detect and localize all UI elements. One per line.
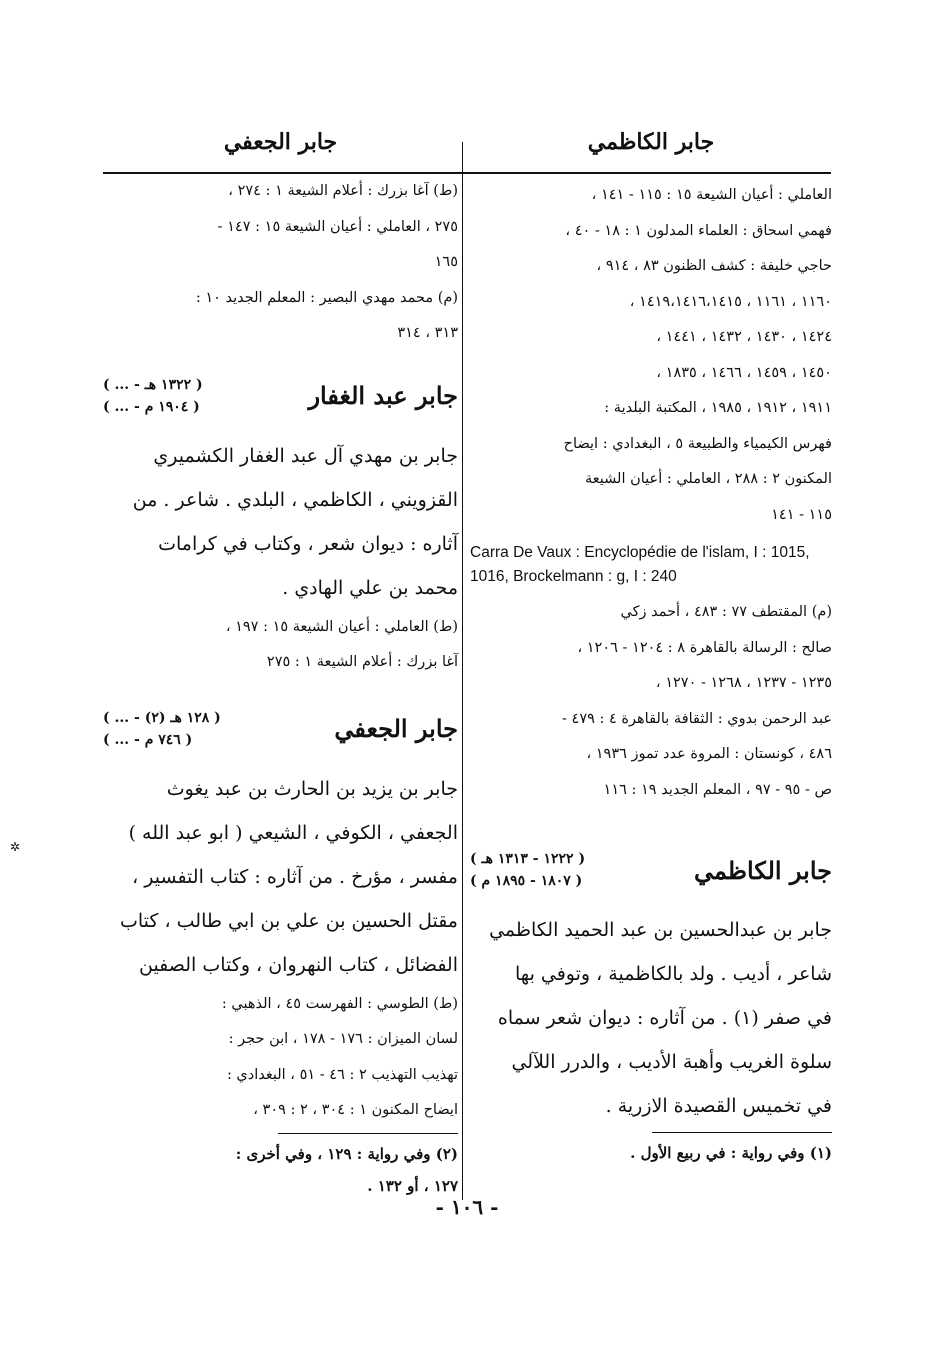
footnote: ١٢٧ ، أو ١٣٢ . (367, 1176, 458, 1195)
date-hijri: ( ... - ١٢٨ هـ (٢) ) (103, 709, 221, 726)
ref-line: صالح : الرسالة بالقاهرة ٨ : ١٢٠٤ - ١٢٠٦ ، (577, 639, 832, 656)
footnote: (١) وفي رواية : في ربيع الأول . (630, 1144, 832, 1162)
ref-line: عبد الرحمن بدوي : الثقافة بالقاهرة ٤ : ٤٧٩ - (562, 710, 832, 727)
ref-line: (ط) الطوسي : الفهرست ٤٥ ، الذهبي : (221, 995, 458, 1012)
entry-dates (103, 374, 203, 418)
left-column (103, 120, 458, 1202)
ref-line: حاجي خليفة : كشف الظنون ٨٣ ، ٩١٤ ، (596, 258, 832, 274)
bio-line: مقتل الحسين بن علي بن ابي طالب ، كتاب (119, 909, 458, 932)
running-header-right: جابر الكاظمي (587, 129, 715, 155)
page-number: - ١٠٦ - (435, 1195, 499, 1219)
ref-line: العاملي : أعيان الشيعة ١٥ : ١١٥ - ١٤١ ، (591, 187, 832, 203)
date-gregorian: ( ... - ٧٤٦ م ) (103, 731, 193, 748)
ref-line: تهذيب التهذيب ٢ : ٤٦ - ٥١ ، البغدادي : (226, 1066, 458, 1083)
margin-mark-icon: ✲ (10, 840, 21, 854)
ref-line: (م) المقتطف ٧٧ : ٤٨٣ ، أحمد زكي (620, 604, 832, 620)
ref-line: ايضاح المكنون ١ : ٣٠٤ ، ٢ : ٣٠٩ ، (253, 1102, 458, 1118)
ref-line: ١٤٢٤ ، ١٤٣٠ ، ١٤٣٢ ، ١٤٤١ ، (656, 329, 832, 345)
bio-line: الجعفي ، الكوفي ، الشيعي ( ابو عبد الله ) (128, 821, 458, 844)
ref-line: ١١٦٠ ، ١١٦١ ، ١٤١٩،١٤١٦،١٤١٥ ، (629, 293, 832, 310)
ref-line: لسان الميزان : ١٧٦ - ١٧٨ ، ابن حجر : (228, 1031, 458, 1047)
ref-line: (م) محمد مهدي البصير : المعلم الجديد ١٠ : (195, 289, 458, 306)
ref-line: ص - ٩٥ - ٩٧ ، المعلم الجديد ١٩ : ١١٦ (603, 781, 832, 798)
ref-line: ١٩١١ ، ١٩١٢ ، ١٩٨٥ ، المكتبة البلدية : (604, 400, 832, 416)
bio-line: جابر بن عبدالحسين بن عبد الحميد الكاظمي (489, 919, 832, 941)
bio-line: القزويني ، الكاظمي ، البلدي . شاعر . من (132, 488, 458, 511)
bio-line: الفضائل ، كتاب النهروان ، وكتاب الصفين (138, 953, 458, 976)
entry-heading (103, 374, 458, 418)
right-column (470, 120, 832, 1169)
ref-line: ٤٨٦ ، كونستان : المروة عدد تموز ١٩٣٦ ، (586, 746, 832, 762)
bio-line: جابر بن يزيد بن الحارث بن عبد يغوث (166, 777, 458, 800)
ref-line: ١٦٥ (434, 254, 458, 270)
date-gregorian: ( ... - ١٩٠٤ م ) (103, 398, 200, 415)
footnote: (٢) وفي رواية : ١٢٩ ، وفي أخرى : (235, 1144, 458, 1163)
ref-line: آغا بزرك : أعلام الشيعة ١ : ٢٧٥ (266, 654, 458, 670)
entry-heading (470, 848, 832, 892)
footnote-rule (652, 1132, 832, 1133)
ref-line: فهمي اسحاق : العلماء المدلون ١ : ١٨ - ٤٠ ، (565, 222, 832, 239)
latin-reference: Carra De Vaux : Encyclopédie de l'islam, I : 1015, 1016, Brockelmann : g, I : 240 (470, 544, 810, 585)
ref-line: (ط) آغا بزرك : أعلام الشيعة ١ : ٢٧٤ ، (228, 183, 458, 199)
ref-line: ١٢٣٥ - ١٢٣٧ ، ١٢٦٨ - ١٢٧٠ ، (655, 675, 832, 691)
footnote-rule (278, 1133, 458, 1134)
bio-line: مفسر ، مؤرخ . من آثاره : كتاب التفسير ، (132, 865, 458, 888)
entry-dates (103, 707, 221, 751)
ref-line: (ط) العاملي : أعيان الشيعة ١٥ : ١٩٧ ، (225, 618, 458, 635)
ref-line: ٢٧٥ ، العاملي : أعيان الشيعة ١٥ : ١٤٧ - (217, 218, 458, 235)
bio-line: سلوة الغريب وأهبة الأديب ، والدرر اللآلي (511, 1051, 832, 1073)
entry-heading (103, 707, 458, 751)
ref-line: ٣١٣ ، ٣١٤ (397, 325, 458, 341)
entry-dates (470, 848, 585, 892)
date-hijri: ( ... - ١٣٢٢ هـ ) (103, 376, 203, 393)
date-gregorian: ( ١٨٠٧ - ١٨٩٥ م ) (470, 873, 583, 889)
bio-line: في تخميس القصيدة الازرية . (605, 1095, 832, 1117)
ref-line: ١٤٥٠ ، ١٤٥٩ ، ١٤٦٦ ، ١٨٣٥ ، (656, 364, 832, 381)
ref-line: المكنون ٢ : ٢٨٨ ، العاملي : أعيان الشيعة (584, 471, 832, 487)
bio-line: محمد بن علي الهادي . (282, 576, 458, 599)
entry-name: جابر الكاظمي (694, 855, 832, 885)
ref-line: ١١٥ - ١٤١ (771, 506, 832, 523)
bio-line: في صفر (١) . من آثاره : ديوان شعر سماه (497, 1007, 832, 1029)
bio-line: شاعر ، أديب . ولد بالكاظمية ، وتوفي بها (515, 963, 832, 985)
running-header-left: جابر الجعفي (223, 129, 338, 155)
bio-line: جابر بن مهدي آل عبد الغفار الكشميري (153, 444, 458, 467)
date-hijri: ( ١٢٢٢ - ١٣١٣ هـ ) (470, 851, 586, 867)
bio-line: آثاره : ديوان شعر ، وكتاب في كرامات (158, 532, 458, 555)
entry-name: جابر الجعفي (334, 714, 458, 743)
entry-name: جابر عبد الغفار (308, 381, 458, 410)
column-divider (462, 142, 463, 1200)
ref-line: فهرس الكيمياء والطبيعة ٥ ، البغدادي : ايضاح (563, 435, 832, 452)
